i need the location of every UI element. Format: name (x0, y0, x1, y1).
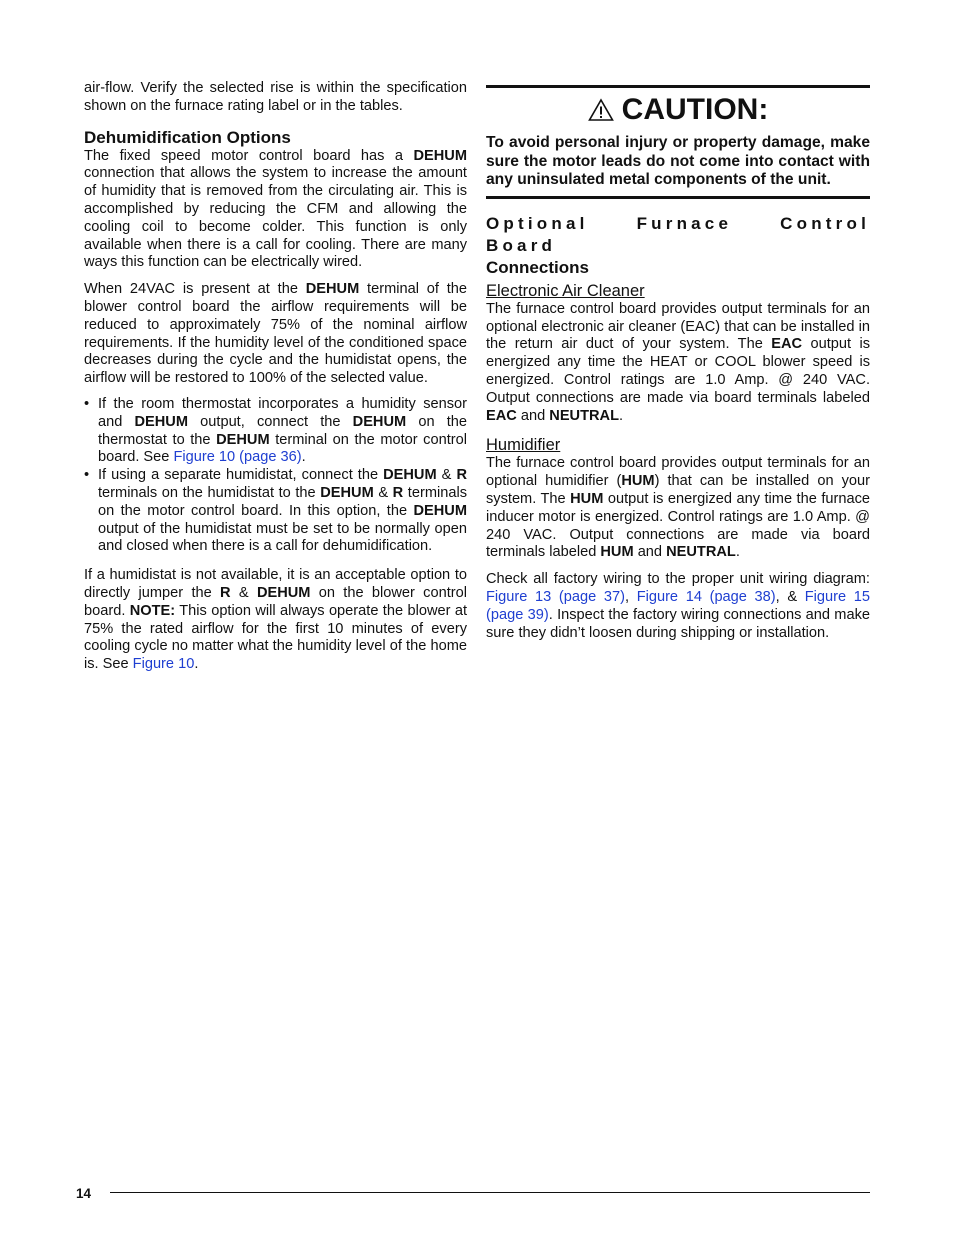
caution-title: CAUTION: (621, 93, 769, 126)
section-title (486, 213, 870, 279)
humidifier-paragraph (486, 455, 870, 562)
text: This option will always operate the blower at 75% the rated airflow for the first 10 minutes of every cooling cycle no matter what the humidity level of the home is. See (84, 602, 467, 673)
list-item (84, 396, 467, 467)
section-title-line-1: Optional Furnace Control Board (486, 213, 870, 255)
term-dehum: DEHUM (352, 413, 407, 430)
text: . Inspect the factory wiring connections and make sure they didn’t loosen during shipping or installation. (486, 606, 870, 641)
text: connection that allows the system to increase the amount of humidity that is removed from the circulating air. This is accomplished by reducing the CFM and allowing the cooling coil to become colder. This function is only available when there is a call for cooling. There are many ways this function can be electrically wired. (84, 165, 467, 271)
caution-title-row (486, 92, 870, 128)
text: Check all factory wiring to the proper unit wiring diagram: (486, 571, 870, 588)
term-hum: HUM (570, 490, 604, 507)
text: on the thermostat to the (98, 413, 467, 448)
term-r: R (220, 584, 231, 601)
dehum-options-list (84, 396, 467, 556)
term-hum: HUM (621, 473, 655, 490)
term-dehum: DEHUM (134, 413, 189, 430)
text: . (619, 407, 624, 424)
text: . (301, 449, 306, 466)
check-wiring-paragraph (486, 571, 870, 642)
text: terminal on the motor control board. See (98, 431, 467, 466)
term-neutral: NEUTRAL (549, 407, 620, 424)
text: ) that can be installed on your system. The (486, 473, 870, 507)
text: and (633, 544, 667, 561)
caution-box (486, 85, 870, 199)
term-dehum: DEHUM (413, 502, 467, 519)
term-eac: EAC (486, 407, 517, 424)
term-r: R (456, 467, 467, 484)
dehum-paragraph-1 (84, 148, 467, 273)
term-dehum: DEHUM (320, 484, 374, 501)
eac-paragraph (486, 301, 870, 426)
humidifier-heading: Humidifier (486, 436, 561, 455)
warning-triangle-icon (588, 98, 614, 122)
text: The fixed speed motor control board has a (84, 147, 414, 164)
text: on the blower control board. (84, 584, 467, 619)
figure-10-link[interactable]: Figure 10 (132, 656, 195, 673)
text: & (436, 467, 457, 484)
text: . (194, 656, 199, 673)
dehum-paragraph-3 (84, 567, 467, 674)
eac-heading: Electronic Air Cleaner (486, 281, 645, 300)
term-dehum: DEHUM (256, 584, 311, 601)
term-hum: HUM (600, 544, 634, 561)
text: and (516, 407, 550, 424)
list-item (84, 467, 467, 556)
text: & (373, 484, 393, 501)
text: . (735, 544, 740, 561)
right-column (486, 80, 870, 642)
term-dehum: DEHUM (413, 147, 467, 164)
text: The furnace control board provides output terminals for an optional humidifier ( (486, 455, 870, 490)
term-dehum: DEHUM (305, 281, 360, 298)
term-eac: EAC (771, 336, 803, 353)
section-title-line-2: Connections (486, 257, 589, 277)
text: terminal of the blower control board the airflow requirements will be reduced to approximately 75% of the nominal airflow requirements. If the humidity level of the conditioned space decreases during the cycle and the humidistat opens, the airflow will be restored to 100% of the selected value. (84, 281, 468, 387)
text: terminals on the humidistat to the (98, 484, 321, 501)
figure-13-link[interactable]: Figure 13 (page 37) (486, 588, 625, 605)
term-neutral: NEUTRAL (666, 544, 736, 561)
text: If the room thermostat incorporates a humidity sensor and (98, 395, 467, 430)
dehum-paragraph-2 (84, 281, 467, 388)
text: output of the humidistat must be set to be normally open and closed when there is a call for dehumidification. (98, 520, 467, 555)
text: If using a separate humidistat, connect the (98, 467, 384, 484)
intro-paragraph: air-flow. Verify the selected rise is within the specification shown on the furnace rating label or in the tables. (84, 80, 467, 114)
figure-15-link[interactable]: Figure 15 (page 39) (486, 588, 870, 623)
text: If a humidistat is not available, it is an acceptable option to directly jumper the (84, 567, 467, 601)
left-column (84, 80, 467, 674)
dehumidification-heading: Dehumidification Options (84, 127, 291, 147)
text: , (624, 588, 637, 605)
text: terminals on the motor control board. In this option, the (98, 484, 467, 519)
figure-14-link[interactable]: Figure 14 (page 38) (636, 588, 776, 605)
footer-rule (110, 1192, 870, 1193)
text: When 24VAC is present at the (84, 281, 306, 298)
figure-10-page-36-link[interactable]: Figure 10 (page 36) (173, 449, 302, 466)
text: output is energized any time the HEAT or COOL blower speed is energized. Control ratings are 1.0 Amp. @ 240 VAC. Output connections are made via board terminals labeled (486, 336, 870, 406)
text: & (230, 584, 257, 601)
text: , & (775, 588, 805, 605)
term-r: R (392, 484, 404, 501)
text: output, connect the (188, 413, 353, 430)
term-dehum: DEHUM (383, 467, 437, 484)
term-dehum: DEHUM (216, 431, 270, 448)
page-number: 14 (76, 1186, 92, 1201)
text: output is energized any time the furnace inducer motor is energized. Control ratings are 1.0 Amp. @ 240 VAC. Output connections are made via board terminals labeled (486, 490, 870, 561)
note-label: NOTE: (129, 602, 176, 619)
caution-text: To avoid personal injury or property damage, make sure the motor leads do not come into contact with any uninsulated metal components of the unit. (486, 134, 870, 189)
text: The furnace control board provides output terminals for an optional electronic air cleaner (EAC) that can be installed in the return air duct of your system. The (486, 300, 870, 353)
